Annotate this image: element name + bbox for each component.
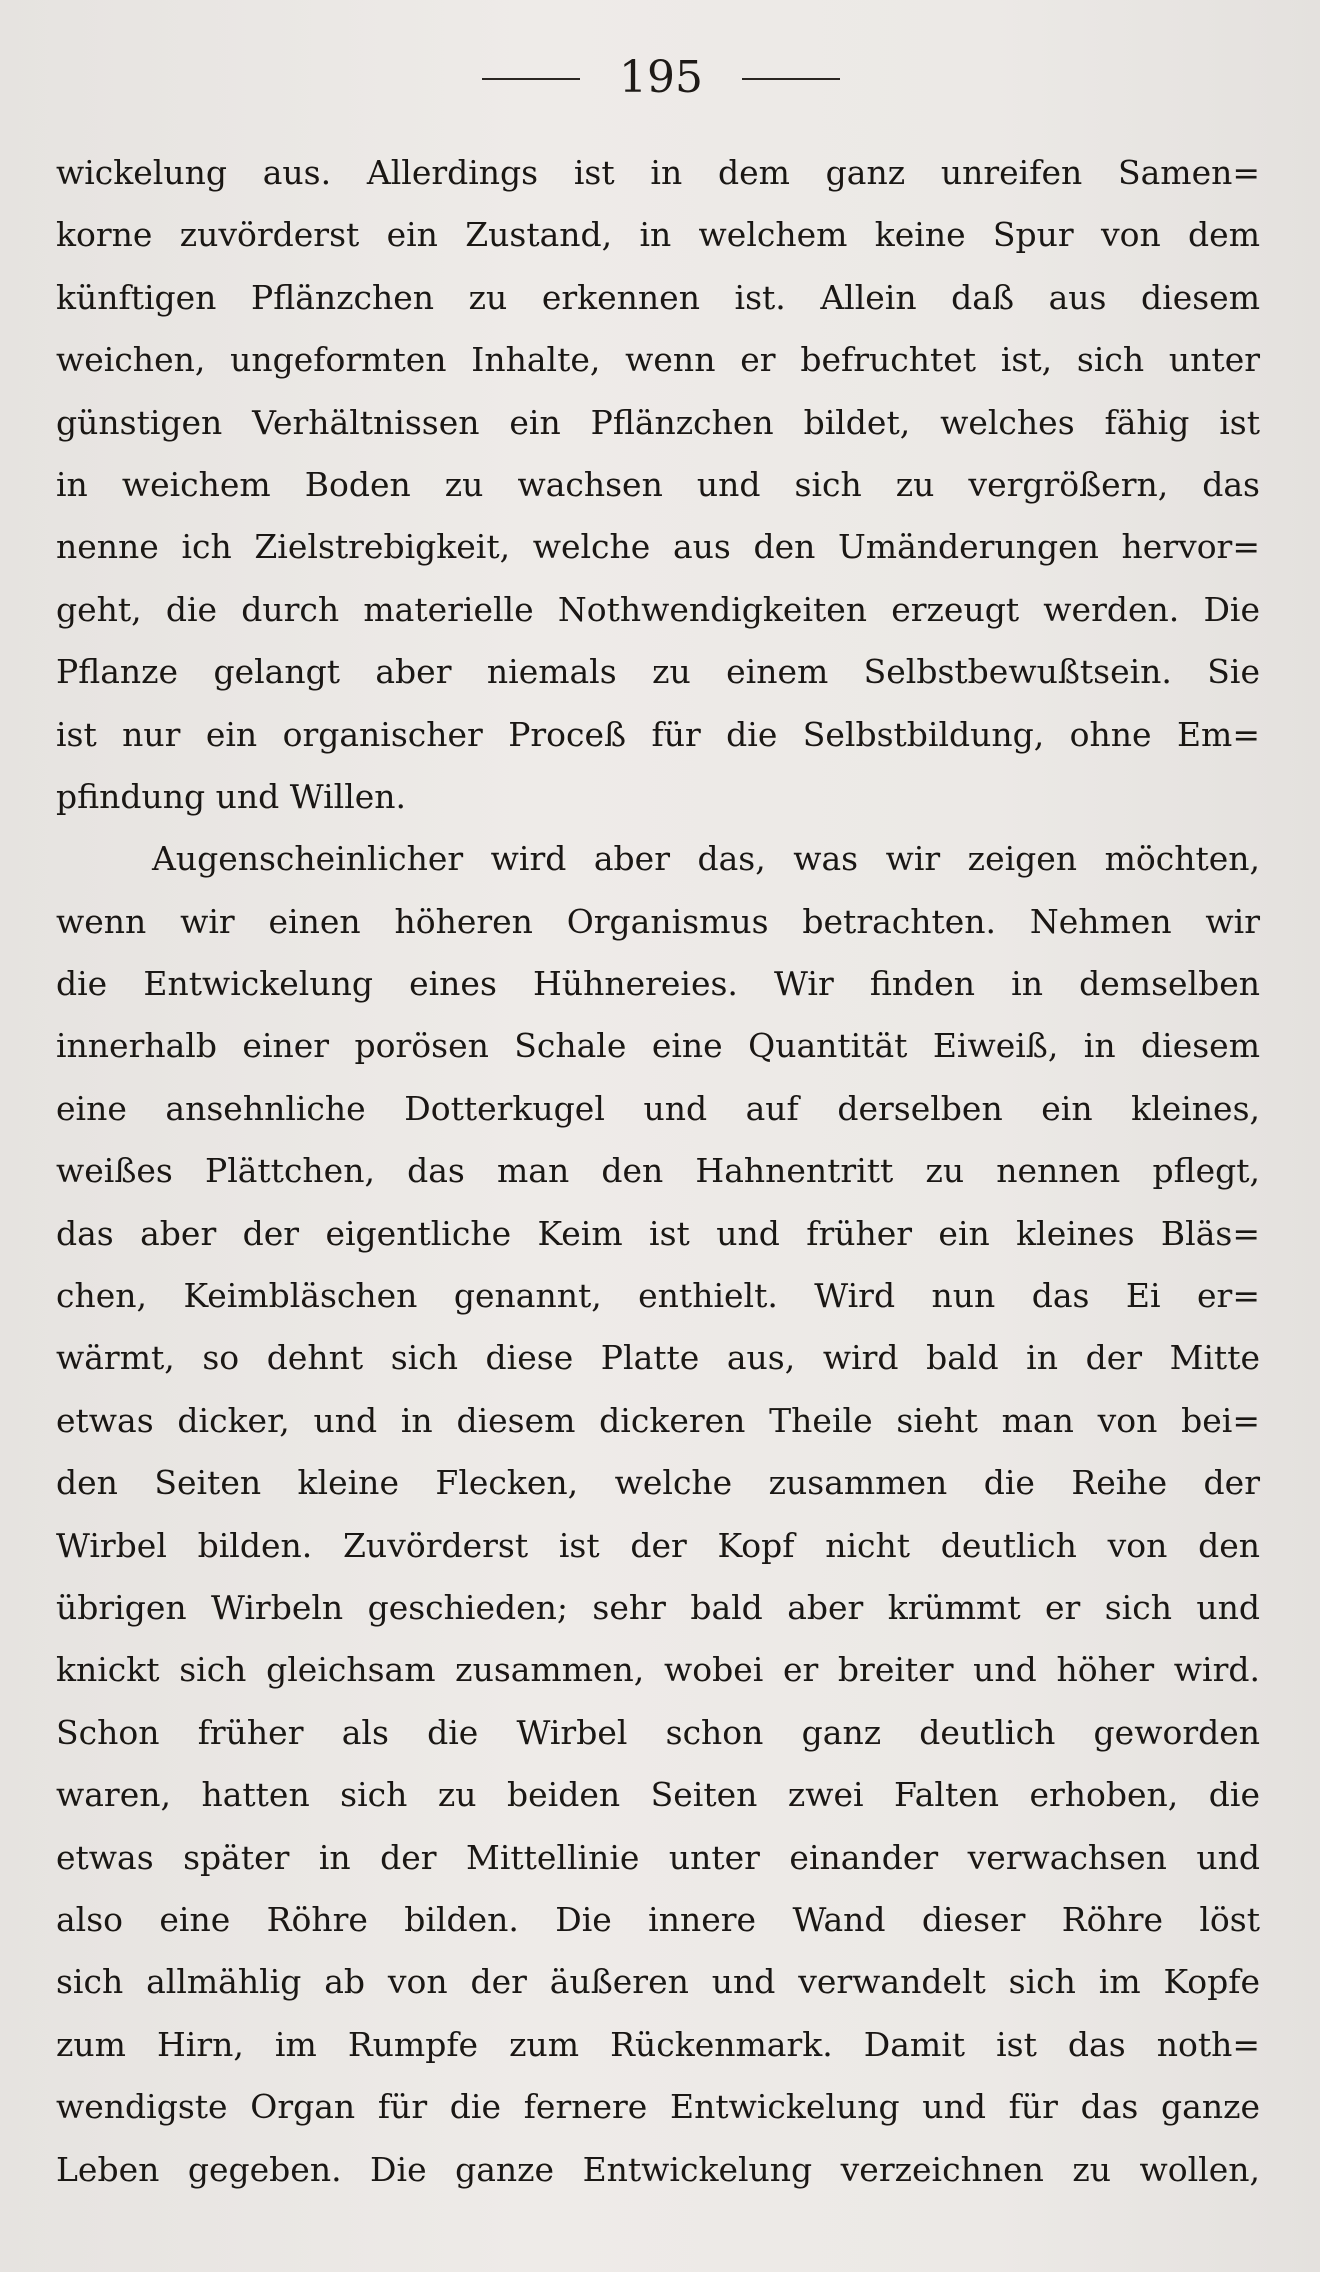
text-line: korne zuvörderst ein Zustand, in welchem keine Spur von dem xyxy=(56,215,1260,255)
text-line: den Seiten kleine Flecken, welche zusammen die Reihe der xyxy=(56,1463,1260,1503)
text-line: innerhalb einer porösen Schale eine Quantität Eiweiß, in diesem xyxy=(56,1026,1260,1066)
text-line: zum Hirn, im Rumpfe zum Rückenmark. Damit ist das noth= xyxy=(56,2024,1260,2064)
text-line: das aber der eigentliche Keim ist und früher ein kleines Bläs= xyxy=(56,1213,1260,1253)
text-line: sich allmählig ab von der äußeren und verwandelt sich im Kopfe xyxy=(56,1962,1260,2002)
text-line: wendigste Organ für die fernere Entwickelung und für das ganze xyxy=(56,2087,1260,2127)
text-line: pfindung und Willen. xyxy=(56,776,407,816)
text-line: knickt sich gleichsam zusammen, wobei er breiter und höher wird. xyxy=(56,1650,1260,1690)
text-line: weichen, ungeformten Inhalte, wenn er befruchtet ist, sich unter xyxy=(56,340,1260,380)
text-line: geht, die durch materielle Nothwendigkeiten erzeugt werden. Die xyxy=(56,589,1260,629)
text-line: also eine Röhre bilden. Die innere Wand dieser Röhre löst xyxy=(56,1899,1260,1939)
text-line: Augenscheinlicher wird aber das, was wir zeigen möchten, xyxy=(152,839,1260,879)
text-line: etwas später in der Mittellinie unter einander verwachsen und xyxy=(56,1837,1260,1877)
text-line: wärmt, so dehnt sich diese Platte aus, wird bald in der Mitte xyxy=(56,1338,1260,1378)
text-line: günstigen Verhältnissen ein Pflänzchen bildet, welches fähig ist xyxy=(56,402,1260,442)
text-line: die Entwickelung eines Hühnereies. Wir finden in demselben xyxy=(56,964,1260,1004)
text-line: etwas dicker, und in diesem dickeren Theile sieht man von bei= xyxy=(56,1400,1260,1440)
page-header xyxy=(0,48,1320,108)
text-line: Wirbel bilden. Zuvörderst ist der Kopf nicht deutlich von den xyxy=(56,1525,1260,1565)
page-number: 195 xyxy=(619,52,703,103)
text-line: in weichem Boden zu wachsen und sich zu vergrößern, das xyxy=(56,464,1260,504)
body-text xyxy=(56,142,1260,2201)
text-line: wenn wir einen höheren Organismus betrachten. Nehmen wir xyxy=(56,901,1260,941)
header-rule-left xyxy=(482,78,580,80)
text-line: Schon früher als die Wirbel schon ganz deutlich geworden xyxy=(56,1712,1260,1752)
text-line: waren, hatten sich zu beiden Seiten zwei Falten erhoben, die xyxy=(56,1775,1260,1815)
text-line: übrigen Wirbeln geschieden; sehr bald aber krümmt er sich und xyxy=(56,1587,1260,1627)
text-line: wickelung aus. Allerdings ist in dem ganz unreifen Samen= xyxy=(56,153,1260,192)
text-line: Leben gegeben. Die ganze Entwickelung verzeichnen zu wollen, xyxy=(56,2149,1260,2189)
text-line: künftigen Pflänzchen zu erkennen ist. Allein daß aus diesem xyxy=(56,277,1260,317)
text-line: nenne ich Zielstrebigkeit, welche aus den Umänderungen hervor= xyxy=(56,527,1260,567)
text-line: Pflanze gelangt aber niemals zu einem Selbstbewußtsein. Sie xyxy=(56,652,1260,692)
text-line: eine ansehnliche Dotterkugel und auf derselben ein kleines, xyxy=(56,1088,1260,1128)
header-rule-right xyxy=(742,78,840,80)
text-line: ist nur ein organischer Proceß für die Selbstbildung, ohne Em= xyxy=(56,714,1260,754)
text-line: weißes Plättchen, das man den Hahnentritt zu nennen pflegt, xyxy=(56,1151,1260,1191)
text-line: chen, Keimbläschen genannt, enthielt. Wird nun das Ei er= xyxy=(56,1276,1260,1316)
